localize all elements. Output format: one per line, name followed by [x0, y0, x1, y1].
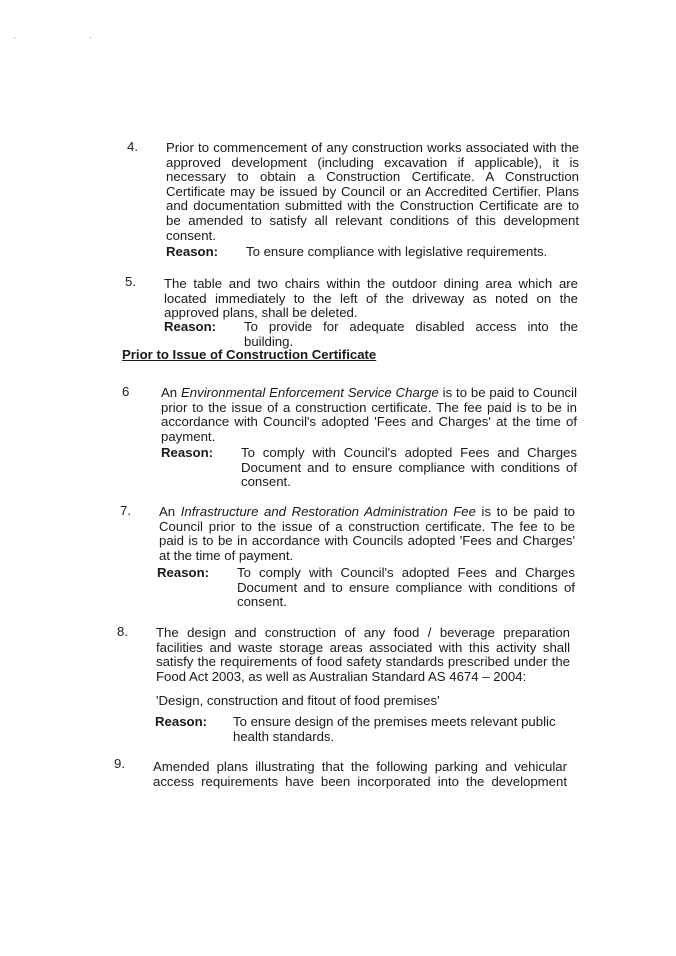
reason-row	[161, 446, 577, 490]
reason-label: Reason:	[164, 319, 217, 334]
condition-text: Amended plans illustrating that the following parking and vehicular access requirements have been incorporated into the development	[153, 759, 567, 789]
condition-text-post: is to be paid to Council prior to the issue of a construction certificate. The fee to be paid is to be in accordance with Councils adopted 'Fees and Charges' at the time of payment.	[159, 504, 575, 563]
fee-name: Infrastructure and Restoration Administration Fee	[180, 504, 476, 519]
condition-text-pre: An	[159, 504, 181, 519]
standard-title-quote: 'Design, construction and fitout of food premises'	[156, 693, 440, 708]
section-heading: Prior to Issue of Construction Certificate	[122, 347, 377, 362]
reason-text: To comply with Council's adopted Fees and Charges Document and to ensure compliance with conditions of consent.	[241, 445, 577, 490]
reason-label: Reason:	[166, 244, 219, 259]
condition-number: 5.	[125, 274, 136, 289]
reason-text: To ensure design of the premises meets relevant public health standards.	[233, 714, 556, 744]
reason-row	[166, 245, 579, 260]
reason-row	[155, 715, 569, 744]
condition-number: 4.	[127, 139, 138, 154]
condition-text	[161, 386, 577, 444]
reason-row	[157, 566, 575, 610]
reason-row	[164, 320, 578, 349]
condition-number: 9.	[114, 756, 125, 771]
condition-text-post: is to be paid to Council prior to the issue of a construction certificate. The fee paid is to be in accordance with Council's adopted 'Fees and Charges' at the time of payment.	[161, 385, 577, 444]
condition-number: 6	[122, 384, 130, 399]
reason-text: To comply with Council's adopted Fees and Charges Document and to ensure compliance with conditions of consent.	[237, 565, 575, 610]
reason-label: Reason:	[155, 714, 208, 729]
reason-text: To ensure compliance with legislative requirements.	[246, 244, 548, 259]
condition-text: The design and construction of any food / beverage preparation facilities and waste storage areas associated with this activity shall satisfy the requirements of food safety standards prescribed under the Food Act 2003, as well as Australian Standard AS 4674 – 2004:	[156, 625, 570, 684]
condition-text	[159, 505, 575, 563]
fee-name: Environmental Enforcement Service Charge	[180, 385, 439, 400]
reason-label: Reason:	[157, 565, 210, 580]
condition-number: 8.	[117, 624, 128, 639]
reason-text: To provide for adequate disabled access into the building.	[244, 319, 578, 349]
condition-text: Prior to commencement of any construction works associated with the approved development (including excavation if applicable), it is necessary to obtain a Construction Certificate. A Construction Certificate may be issued by Council or an Accredited Certifier. Plans and documentation submitted with the Construction Certificate are to be amended to satisfy all relevant conditions of this development consent.	[166, 140, 579, 243]
condition-text: The table and two chairs within the outdoor dining area which are located immediately to the left of the driveway as noted on the approved plans, shall be deleted.	[164, 276, 578, 321]
condition-number: 7.	[120, 503, 131, 518]
scan-marks: ' '	[14, 36, 128, 45]
condition-text-pre: An	[161, 385, 181, 400]
reason-label: Reason:	[161, 445, 214, 460]
